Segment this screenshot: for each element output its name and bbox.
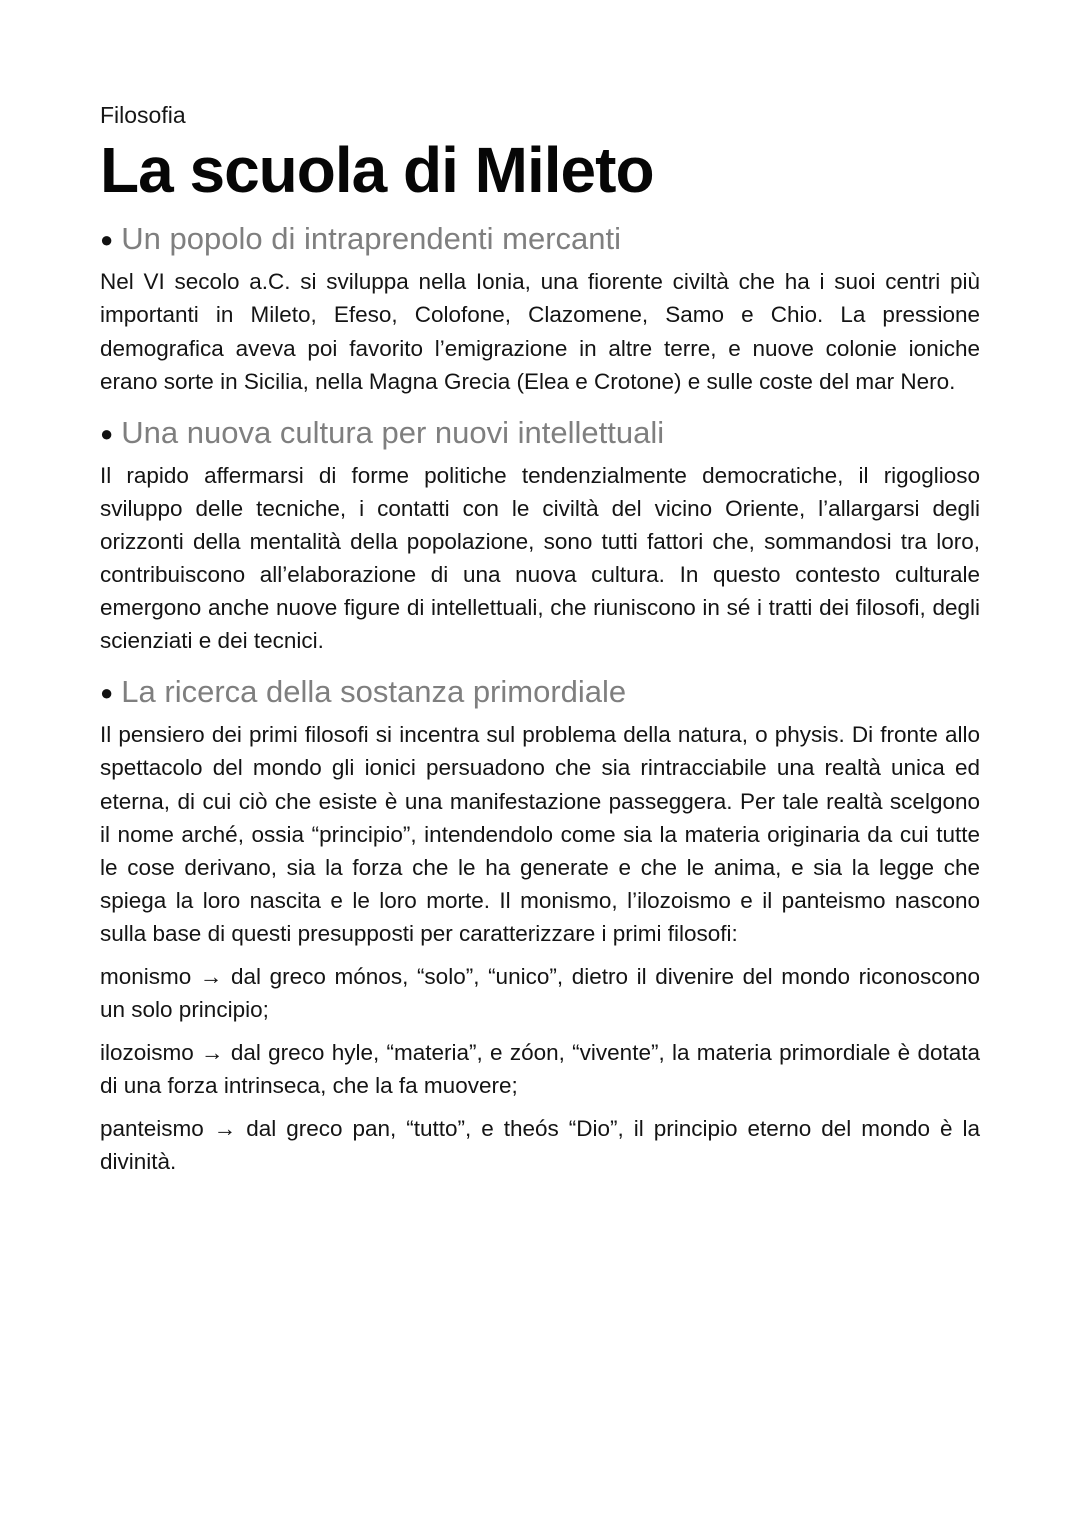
section-heading-text: La ricerca della sostanza primordiale — [121, 674, 627, 710]
section-heading — [100, 220, 980, 257]
section-heading — [100, 673, 980, 710]
section-heading-text: Una nuova cultura per nuovi intellettuali — [121, 414, 665, 450]
section-heading-text: Un popolo di intraprendenti mercanti — [121, 221, 622, 257]
page-title: La scuola di Mileto — [100, 134, 654, 206]
section-paragraph: Nel VI secolo a.C. si sviluppa nella Ionia, una fiorente civiltà che ha i suoi centri più importanti in Mileto, Efeso, Colofone, Clazomene, Samo e Chio. La pressione demografica aveva poi favorito l’emigrazione in altre terre, e nuove colonie ioniche erano sorte in Sicilia, nella Magna Grecia (Elea e Crotone) e sulle coste del mar Nero. — [100, 269, 980, 394]
section-heading — [100, 414, 980, 451]
definition-ilozoismo: ilozoismo → dal greco hyle, “materia”, e zóon, “vivente”, la materia primordiale è dotata di una forza intrinseca, che la fa muovere; — [100, 1039, 980, 1098]
section-paragraph: Il rapido affermarsi di forme politiche tendenzialmente democratiche, il rigoglioso sviluppo delle tecniche, i contatti con le civiltà del vicino Oriente, l’allargarsi degli orizzonti della mentalità della popolazione, sono tutti fattori che, sommandosi tra loro, contribuiscono all’elaborazione di una nuova cultura. In questo contesto culturale emergono anche nuove figure di intellettuali, che riuniscono in sé i tratti dei filosofi, degli scienziati e dei tecnici. — [100, 462, 980, 654]
definition-panteismo: panteismo → dal greco pan, “tutto”, e theós “Dio”, il principio eterno del mondo è la divinità. — [100, 1116, 980, 1175]
section-sostanza-primordiale — [100, 673, 980, 1178]
subject-label: Filosofia — [100, 102, 186, 128]
bullet-icon: ● — [100, 227, 114, 253]
section-popolo-mercanti — [100, 220, 980, 397]
section-nuova-cultura — [100, 414, 980, 658]
definition-monismo: monismo → dal greco mónos, “solo”, “unico”, dietro il divenire del mondo riconoscono un solo principio; — [100, 963, 980, 1022]
section-paragraph: Il pensiero dei primi filosofi si incentra sul problema della natura, o physis. Di fronte allo spettacolo del mondo gli ionici persuadono che sia rintracciabile una realtà unica ed eterna, di cui ciò che esiste è una manifestazione passeggera. Per tale realtà scelgono il nome arché, ossia “principio”, intendendolo come sia la materia originaria da cui tutte le cose derivano, sia la forza che le ha generate e che le anima, e sia la legge che spiega la loro nascita e le loro morte. Il monismo, l’ilozoismo e il panteismo nascono sulla base di questi presupposti per caratterizzare i primi filosofi: — [100, 722, 980, 946]
bullet-icon: ● — [100, 680, 114, 706]
bullet-icon: ● — [100, 420, 114, 446]
